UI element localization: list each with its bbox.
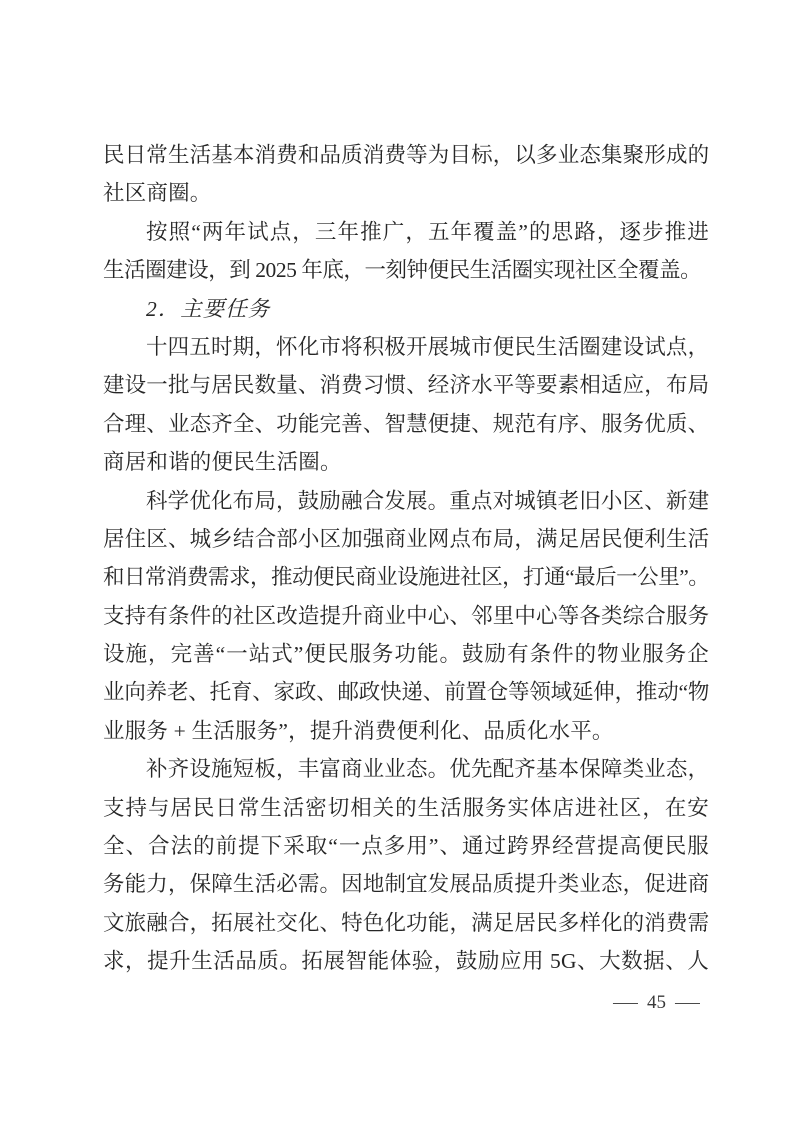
text-line: 全、合法的前提下采取“一点多用”、通过跨界经营提高便民服 bbox=[103, 834, 709, 859]
text-line: 务能力，保障生活必需。因地制宜发展品质提升类业态，促进商 bbox=[103, 872, 709, 897]
text-line: 民日常生活基本消费和品质消费等为目标，以多业态集聚形成的 bbox=[103, 143, 709, 167]
text-line: 补齐设施短板，丰富商业业态。优先配齐基本保障类业态， bbox=[146, 757, 709, 782]
heading-line: 2．主要任务 bbox=[146, 296, 271, 321]
page-footer bbox=[613, 992, 700, 1014]
text-line: 十四五时期，怀化市将积极开展城市便民生活圈建设试点， bbox=[146, 334, 709, 359]
text-line: 支持与居民日常生活密切相关的生活服务实体店进社区，在安 bbox=[103, 795, 709, 820]
text-line: 商居和谐的便民生活圈。 bbox=[103, 450, 342, 475]
text-line: 社区商圈。 bbox=[103, 181, 212, 206]
page-number: 45 bbox=[647, 992, 666, 1013]
text-line: 业向养老、托育、家政、邮政快递、前置仓等领域延伸，推动“物 bbox=[103, 680, 709, 705]
text-line: 科学优化布局，鼓励融合发展。重点对城镇老旧小区、新建 bbox=[146, 488, 709, 513]
text-line: 生活圈建设，到 2025 年底，一刻钟便民生活圈实现社区全覆盖。 bbox=[103, 258, 702, 283]
text-line: 建设一批与居民数量、消费习惯、经济水平等要素相适应，布局 bbox=[103, 373, 709, 398]
footer-dash-right: — bbox=[675, 992, 700, 1013]
text-line: 按照“两年试点，三年推广，五年覆盖”的思路，逐步推进 bbox=[146, 219, 709, 244]
text-line: 合理、业态齐全、功能完善、智慧便捷、规范有序、服务优质、 bbox=[103, 411, 709, 436]
text-line: 业服务 + 生活服务”，提升消费便利化、品质化水平。 bbox=[103, 718, 614, 743]
text-line: 支持有条件的社区改造提升商业中心、邻里中心等各类综合服务 bbox=[103, 603, 709, 628]
text-line: 求，提升生活品质。拓展智能体验，鼓励应用 5G、大数据、人 bbox=[103, 949, 709, 974]
text-line: 和日常消费需求，推动便民商业设施进社区，打通“最后一公里”。 bbox=[103, 565, 709, 590]
footer-dash-left: — bbox=[613, 992, 638, 1013]
document-body bbox=[103, 136, 709, 981]
text-line: 居住区、城乡结合部小区加强商业网点布局，满足居民便利生活 bbox=[103, 526, 709, 551]
text-line: 文旅融合，拓展社交化、特色化功能，满足居民多样化的消费需 bbox=[103, 910, 709, 935]
text-line: 设施，完善“一站式”便民服务功能。鼓励有条件的物业服务企 bbox=[103, 642, 709, 667]
